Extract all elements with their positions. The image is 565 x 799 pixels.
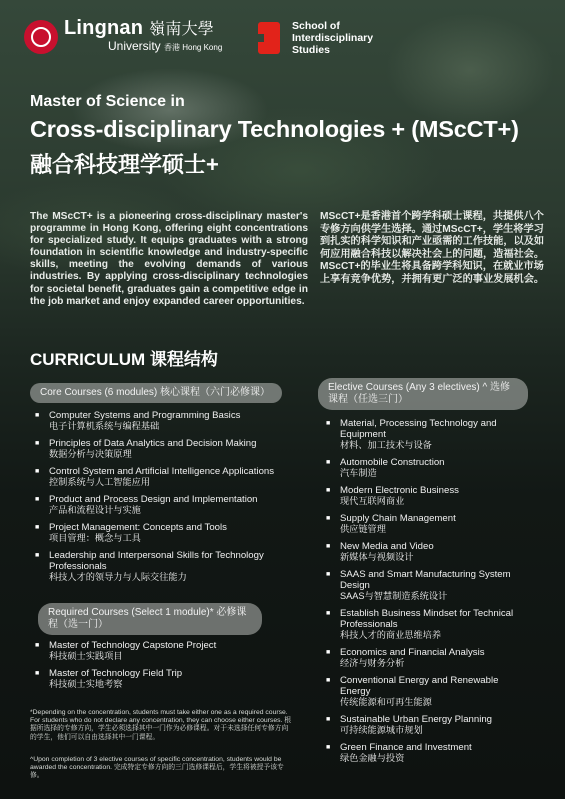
lingnan-sub-cn: 香港 Hong Kong — [164, 43, 223, 52]
lingnan-name-cn: 嶺南大學 — [149, 19, 214, 38]
lingnan-logo — [24, 18, 222, 55]
list-item: ■ Master of Technology Capstone Project 科技硕士实践项目 — [35, 640, 275, 662]
sis-mark-icon — [258, 22, 284, 54]
list-item: ■ Project Management: Concepts and Tools 项目管理：概念与工具 — [35, 522, 295, 544]
footnote-elective: ^Upon completion of 3 elective courses of specific concentration, students would be awarded the concentration. 完成特定专修方向的三门选修课程后，学生将被授予该专修。 — [30, 756, 284, 780]
intro-english: The MScCT+ is a pioneering cross-disciplinary master's programme in Hong Kong, offering eight concentrations for specialized study. It equips graduates with a strong foundation in scientific knowledge and industry-specific skills, meeting the evolving demands of various industries. By applying cross-disciplinary technologies for societal benefit, graduates gain a competitive edge in the job market and enjoy expanded career opportunities. — [30, 211, 308, 307]
list-item: ■ Sustainable Urban Energy Planning 可持续能源城市规划 — [326, 714, 526, 736]
list-item: ■ Conventional Energy and Renewable Energy 传统能源和可再生能源 — [326, 675, 526, 708]
curriculum-heading: CURRICULUM 课程结构 — [30, 350, 218, 369]
sis-line3: Studies — [292, 44, 330, 56]
list-item: ■ SAAS and Smart Manufacturing System Design SAAS与智慧制造系统设计 — [326, 569, 526, 602]
sis-logo — [258, 20, 373, 56]
list-item: ■ Establish Business Mindset for Technical Professionals 科技人才的商业思维培养 — [326, 608, 526, 641]
title-pre: Master of Science in — [30, 93, 185, 110]
list-item: ■ Principles of Data Analytics and Decision Making 数据分析与决策原理 — [35, 438, 295, 460]
elective-course-list — [326, 418, 526, 770]
list-item: ■ Leadership and Interpersonal Skills for Technology Professionals 科技人才的领导力与人际交往能力 — [35, 550, 295, 583]
sis-line2: Interdisciplinary — [292, 32, 374, 44]
list-item: ■ Computer Systems and Programming Basics 电子计算机系统与编程基础 — [35, 410, 295, 432]
lingnan-seal-icon — [24, 20, 58, 54]
list-item: ■ Master of Technology Field Trip 科技硕士实地考察 — [35, 668, 275, 690]
elective-courses-label: Elective Courses (Any 3 electives) ^ 选修课程（任选三门） — [318, 378, 528, 410]
list-item: ■ Product and Process Design and Implementation 产品和流程设计与实施 — [35, 494, 295, 516]
lingnan-sub: University — [108, 39, 161, 53]
core-course-list — [35, 410, 295, 589]
lingnan-name: Lingnan — [64, 17, 144, 39]
list-item: ■ Automobile Construction 汽车制造 — [326, 457, 526, 479]
page-title: Cross-disciplinary Technologies + (MScCT+) — [30, 116, 519, 142]
list-item: ■ Control System and Artificial Intelligence Applications 控制系统与人工智能应用 — [35, 466, 295, 488]
list-item: ■ Supply Chain Management 供应链管理 — [326, 513, 526, 535]
sis-line1: School of — [292, 20, 340, 32]
intro-chinese: MScCT+是香港首个跨学科硕士课程，共提供八个专修方向供学生选择。通过MScCT+，学生将学习到扎实的科学知识和产业亟需的工作技能，以及如何应用融合科技以解决社会上的问题，造福社会。MScCT+的毕业生将具备跨学科知识，在就业市场上享有竞争优势，并拥有更广泛的事业发展机会。 — [320, 211, 545, 285]
footnote-required: *Depending on the concentration, students must take either one as a required course. For students who do not declare any concentration, they can choose either courses. 根据所选择的专修方向，学生必须选择其中一门作为必修课程。对于未选择任何专修方向的学生，他们可以自由选择其中一门课程。 — [30, 709, 292, 741]
required-course-list — [35, 640, 275, 696]
page-title-cn: 融合科技理学硕士+ — [30, 152, 219, 177]
list-item: ■ New Media and Video 新媒体与视频设计 — [326, 541, 526, 563]
list-item: ■ Economics and Financial Analysis 经济与财务分析 — [326, 647, 526, 669]
list-item: ■ Modern Electronic Business 现代互联网商业 — [326, 485, 526, 507]
list-item: ■ Green Finance and Investment 绿色金融与投资 — [326, 742, 526, 764]
list-item: ■ Material, Processing Technology and Equipment 材料、加工技术与设备 — [326, 418, 526, 451]
required-courses-label: Required Courses (Select 1 module)* 必修课程（选一门） — [38, 603, 262, 635]
core-courses-label: Core Courses (6 modules) 核心课程（六门必修课） — [30, 383, 282, 403]
